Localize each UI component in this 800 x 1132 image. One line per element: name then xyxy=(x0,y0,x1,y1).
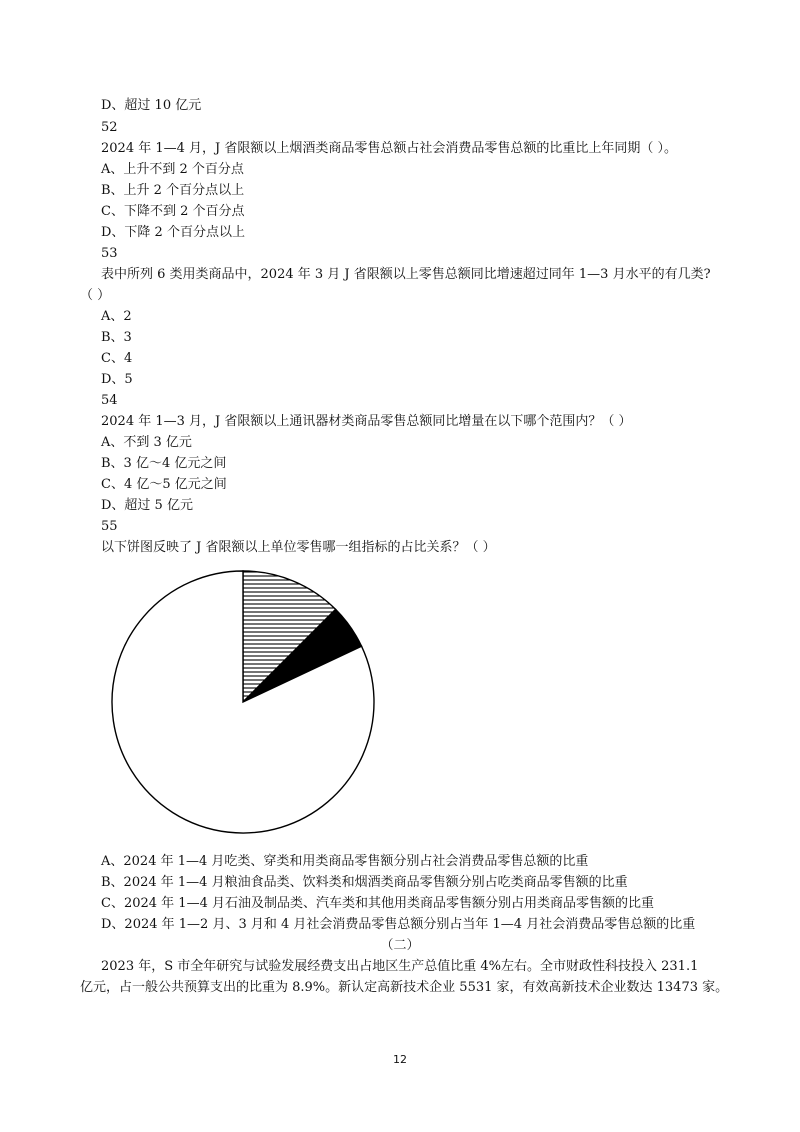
q53-option-b: B、3 xyxy=(101,330,132,345)
q55-option-a: A、2024 年 1—4 月吃类、穿类和用类商品零售额分别占社会消费品零售总额的比重 xyxy=(101,854,589,869)
q54-option-a: A、不到 3 亿元 xyxy=(101,435,192,450)
q53-number: 53 xyxy=(101,246,118,261)
q52-number: 52 xyxy=(101,120,118,135)
section-heading: （二） xyxy=(380,938,420,953)
page-number: 12 xyxy=(393,1053,407,1066)
q55-stem: 以下饼图反映了 J 省限额以上单位零售哪一组指标的占比关系？（ ） xyxy=(101,540,496,555)
section-paragraph-line-1: 2023 年，S 市全年研究与试验发展经费支出占地区生产总值比重 4%左右。全市财政性科技投入 231.1 xyxy=(101,959,699,974)
q54-number: 54 xyxy=(101,393,118,408)
q54-option-d: D、超过 5 亿元 xyxy=(101,498,193,513)
q52-stem: 2024 年 1—4 月，J 省限额以上烟酒类商品零售总额占社会消费品零售总额的比重比上年同期（ ）。 xyxy=(101,141,677,156)
q53-option-a: A、2 xyxy=(101,309,132,324)
q53-stem-bracket: （ ） xyxy=(80,288,111,303)
q52-option-a: A、上升不到 2 个百分点 xyxy=(101,162,244,177)
q53-option-c: C、4 xyxy=(101,351,133,366)
q55-number: 55 xyxy=(101,519,118,534)
q53-option-d: D、5 xyxy=(101,372,133,387)
q55-option-b: B、2024 年 1—4 月粮油食品类、饮料类和烟酒类商品零售额分别占吃类商品零售额的比重 xyxy=(101,875,628,890)
q54-option-b: B、3 亿～4 亿元之间 xyxy=(101,456,227,471)
q52-option-c: C、下降不到 2 个百分点 xyxy=(101,204,245,219)
q54-option-c: C、4 亿～5 亿元之间 xyxy=(101,477,227,492)
q52-option-b: B、上升 2 个百分点以上 xyxy=(101,183,245,198)
q51-option-d: D、超过 10 亿元 xyxy=(101,98,202,113)
section-paragraph-line-2: 亿元，占一般公共预算支出的比重为 8.9%。新认定高新技术企业 5531 家，有效高新技术企业数达 13473 家。 xyxy=(80,980,729,995)
pie-chart xyxy=(108,567,378,837)
q54-stem: 2024 年 1—3 月，J 省限额以上通讯器材类商品零售总额同比增量在以下哪个范围内？（ ） xyxy=(101,414,632,429)
q55-option-d: D、2024 年 1—2 月、3 月和 4 月社会消费品零售总额分别占当年 1—4 月社会消费品零售总额的比重 xyxy=(101,917,696,932)
q53-stem: 表中所列 6 类用类商品中，2024 年 3 月 J 省限额以上零售总额同比增速超过同年 1—3 月水平的有几类? xyxy=(101,267,711,282)
q52-option-d: D、下降 2 个百分点以上 xyxy=(101,225,245,240)
q55-option-c: C、2024 年 1—4 月石油及制品类、汽车类和其他用类商品零售额分别占用类商品零售额的比重 xyxy=(101,896,654,911)
